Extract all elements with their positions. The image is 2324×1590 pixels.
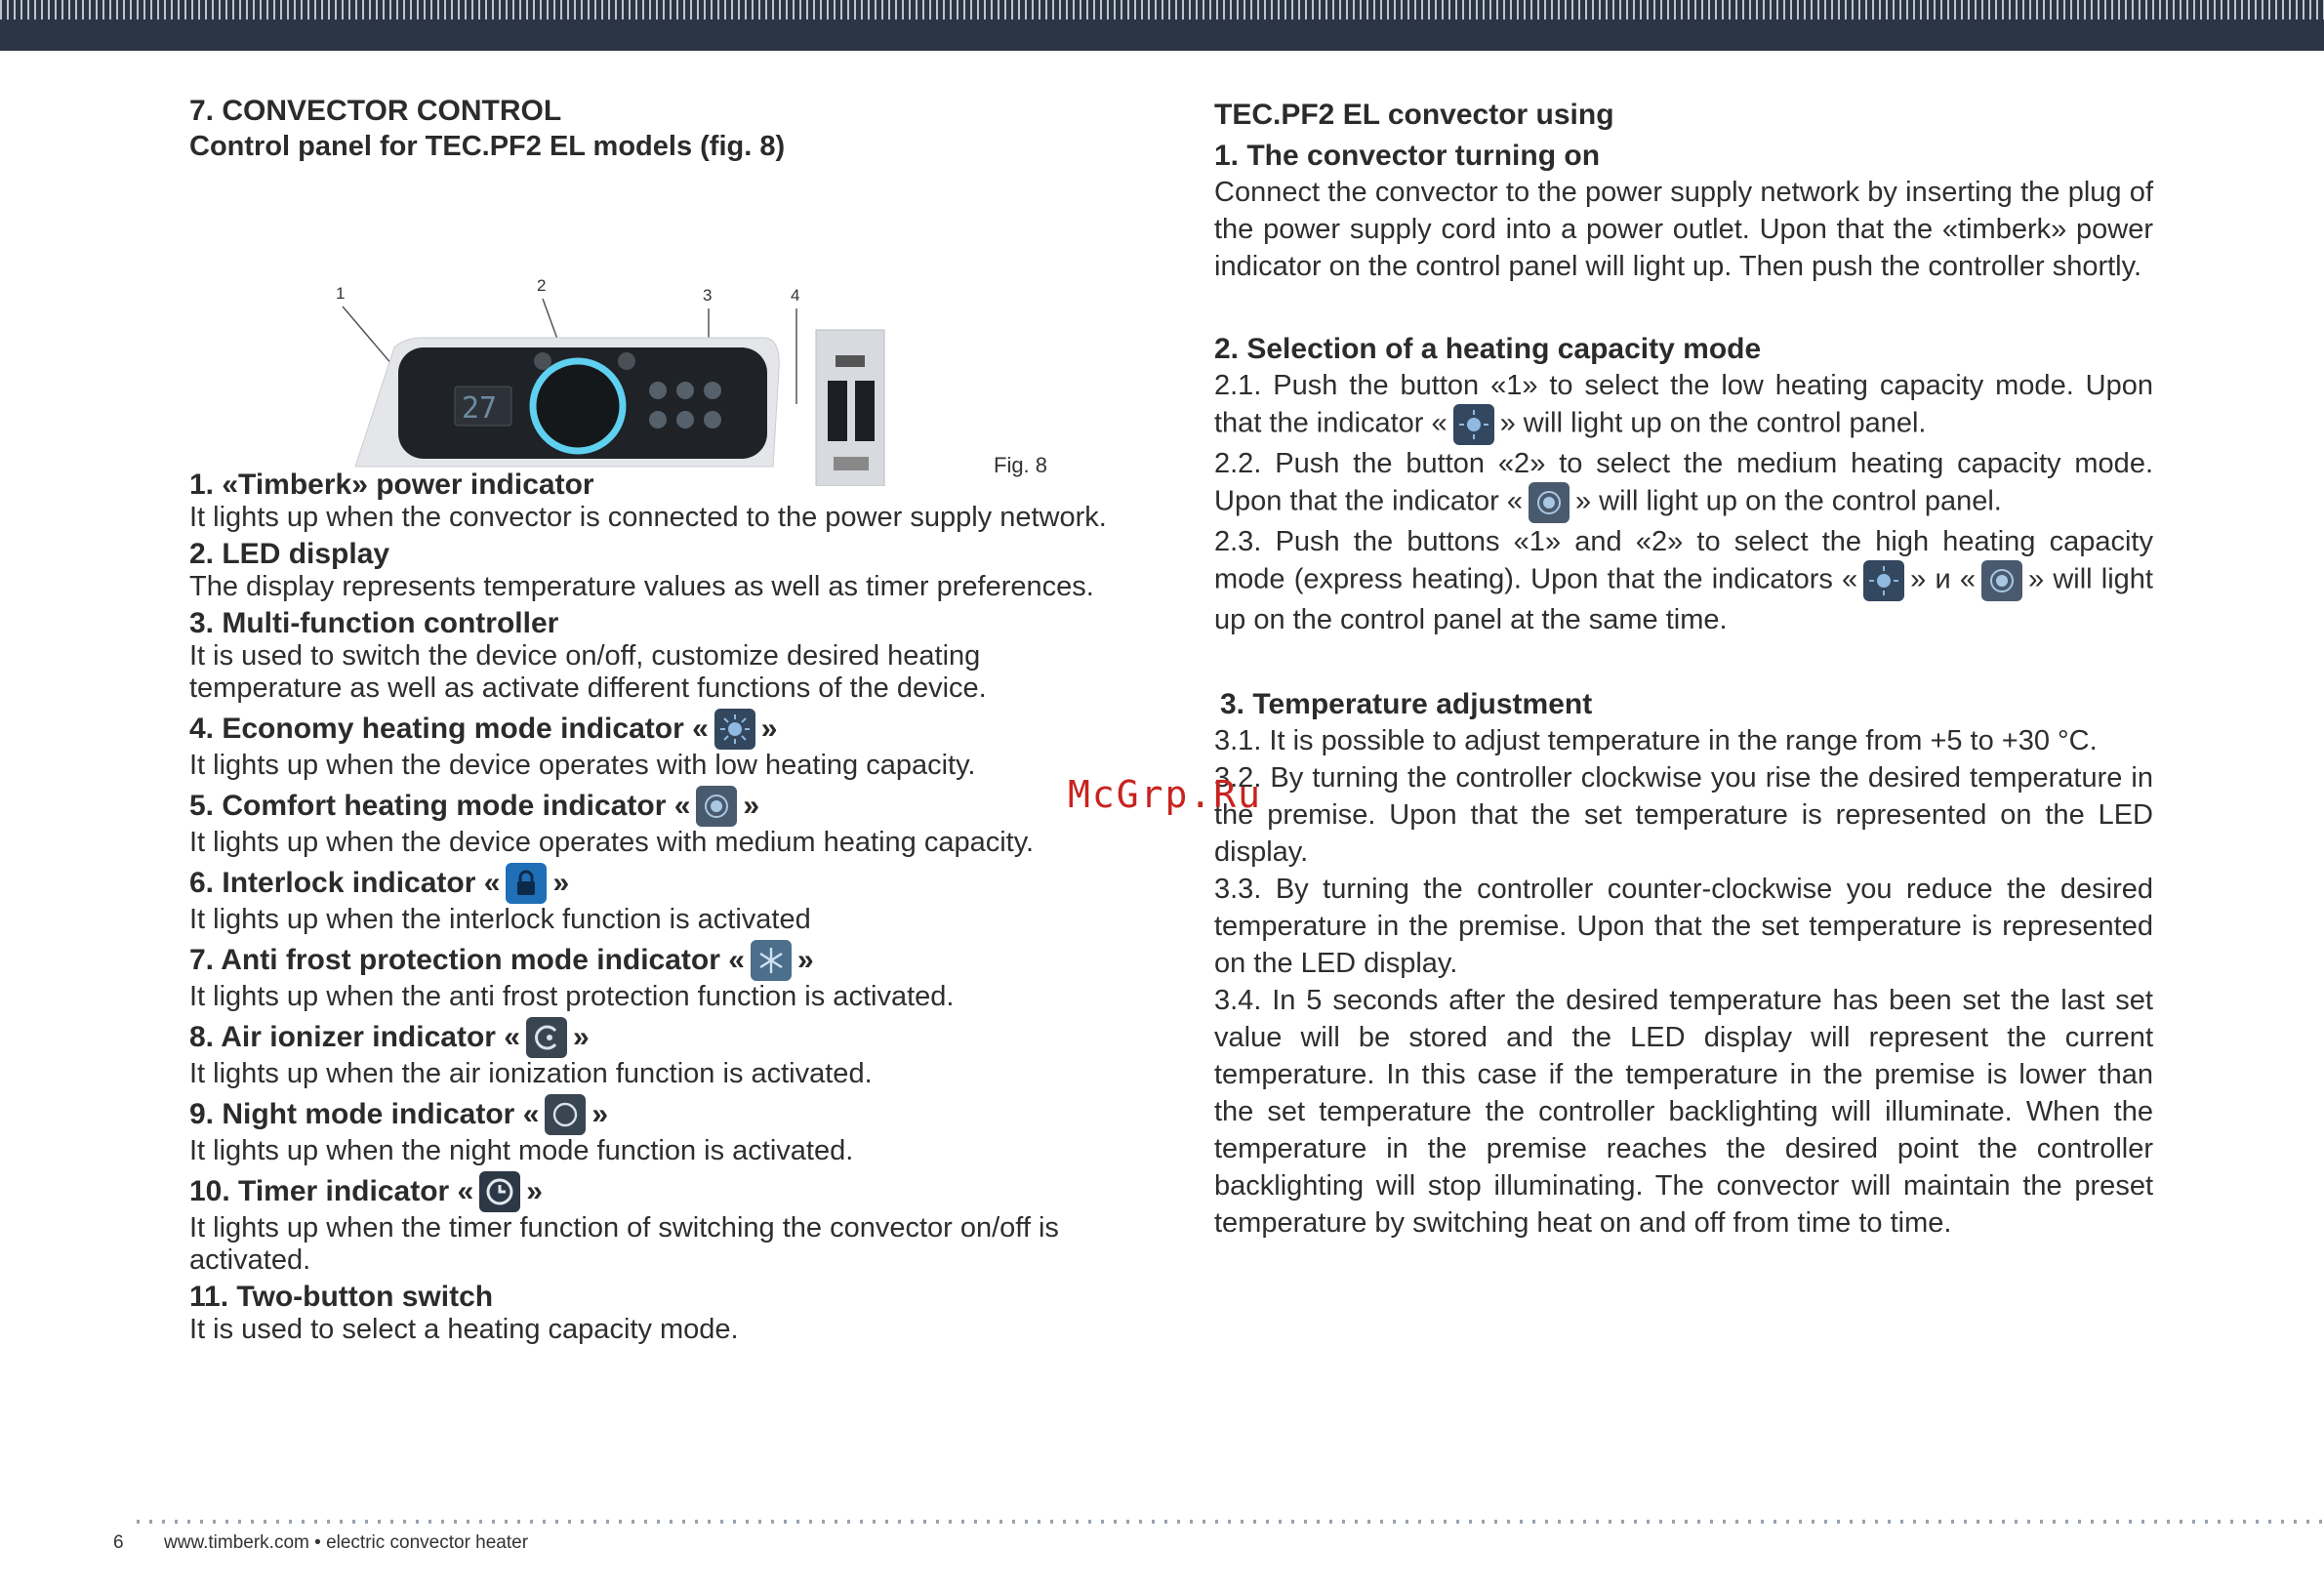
- item-heading-row-8: 8. Air ionizer indicator « »: [189, 1017, 1126, 1058]
- s2-p1-a: 2.1. Push the button «1» to select the low heating capacity mode. Upon that the indicator «: [1214, 370, 2153, 439]
- ionizer-icon: [526, 1017, 567, 1058]
- economy-sun-icon: [714, 709, 755, 750]
- economy-sun-icon: [1863, 560, 1904, 601]
- watermark: McGrp.Ru: [1068, 773, 1263, 816]
- item-text-3: It is used to switch the device on/off, customize desired heating temperature as well as activate different functions of the device.: [189, 640, 987, 704]
- item-text-9: It lights up when the night mode function is activated.: [189, 1135, 854, 1166]
- item-heading-3: 3. Multi-function controller: [189, 607, 559, 639]
- comfort-sun-icon: [1529, 482, 1570, 523]
- control-panel-figure: [189, 174, 1126, 486]
- item-text-7: It lights up when the anti frost protection function is activated.: [189, 981, 955, 1012]
- item-heading-10: 10. Timer indicator: [189, 1175, 450, 1207]
- item-heading-5: 5. Comfort heating mode indicator: [189, 790, 667, 822]
- item-text-5: It lights up when the device operates with medium heating capacity.: [189, 827, 1035, 858]
- item-heading-7: 7. Anti frost protection mode indicator: [189, 944, 720, 976]
- item-text-8: It lights up when the air ionization function is activated.: [189, 1058, 873, 1089]
- left-column: [189, 94, 1126, 1350]
- item-text-10: It lights up when the timer function of switching the convector on/off is activated.: [189, 1212, 1059, 1276]
- section-title: 7. CONVECTOR CONTROL: [189, 95, 562, 127]
- footer-divider: [137, 1520, 2324, 1524]
- item-text-6: It lights up when the interlock function is activated: [189, 904, 811, 935]
- item-heading-9: 9. Night mode indicator: [189, 1098, 515, 1130]
- control-panel-illustration: [189, 174, 1126, 486]
- economy-sun-icon: [1453, 404, 1494, 445]
- indicator-list: [189, 469, 1126, 1346]
- item-text-11: It is used to select a heating capacity mode.: [189, 1314, 739, 1345]
- s3-heading: 3. Temperature adjustment: [1220, 688, 1593, 720]
- page-number: 6: [113, 1532, 124, 1553]
- comfort-sun-icon: [696, 786, 737, 827]
- s3-p3: 3.3. By turning the controller counter-clockwise you reduce the desired temperature in the premise. Upon that the set temperature is represented on the LED display.: [1214, 874, 2153, 979]
- item-heading-2: 2. LED display: [189, 538, 390, 570]
- item-heading-row-5: 5. Comfort heating mode indicator « »: [189, 786, 1126, 827]
- item-heading-row-7: 7. Anti frost protection mode indicator « »: [189, 940, 1126, 981]
- callout-2: 2: [537, 276, 547, 295]
- callout-1: 1: [336, 284, 346, 303]
- figure-caption: Fig. 8: [994, 453, 1048, 477]
- s2-p3: [1214, 523, 2153, 638]
- item-heading-1: 1. «Timberk» power indicator: [189, 469, 594, 501]
- s2-p2: [1214, 445, 2153, 523]
- item-heading-row-10: 10. Timer indicator « »: [189, 1171, 1126, 1212]
- header-bar: [0, 0, 2324, 51]
- item-heading-row-4: 4. Economy heating mode indicator « »: [189, 709, 1126, 750]
- s2-p2-b: » will light up on the control panel.: [1574, 485, 2002, 517]
- item-heading-11: 11. Two-button switch: [189, 1281, 494, 1313]
- timer-icon: [479, 1171, 520, 1212]
- item-text-1: It lights up when the convector is connected to the power supply network.: [189, 502, 1107, 533]
- section-subtitle: Control panel for TEC.PF2 EL models (fig. 8): [189, 131, 786, 162]
- s2-p3-mid: » и «: [1910, 563, 1977, 595]
- s2-p1-b: » will light up on the control panel.: [1499, 407, 1927, 439]
- s2-p2-a: 2.2. Push the button «2» to select the medium heating capacity mode. Upon that the indicator «: [1214, 448, 2153, 517]
- s2-heading: 2. Selection of a heating capacity mode: [1214, 333, 1762, 365]
- item-text-2: The display represents temperature values as well as timer preferences.: [189, 571, 1094, 602]
- s3-p2: 3.2. By turning the controller clockwise you rise the desired temperature in the premise. Upon that the set temperature is represented on the LED display.: [1214, 762, 2153, 868]
- s2-p3-a: 2.3. Push the buttons «1» and «2» to select the high heating capacity mode (express heating). Upon that the indicators «: [1214, 526, 2153, 595]
- led-display-value: 27: [462, 391, 498, 426]
- footer-site: www.timberk.com • electric convector heater: [164, 1532, 529, 1553]
- item-heading-row-9: 9. Night mode indicator « »: [189, 1094, 1126, 1135]
- s1-text: Connect the convector to the power supply network by inserting the plug of the power supply cord into a power outlet. Upon that the «timberk» power indicator on the control panel will light up. Then push the controller shortly.: [1214, 177, 2153, 282]
- lock-icon: [506, 863, 547, 904]
- item-heading-8: 8. Air ionizer indicator: [189, 1021, 496, 1053]
- s2-p1: [1214, 367, 2153, 445]
- s2-p3-b: » will light up on the control panel at the same time.: [1214, 563, 2153, 635]
- right-column: [1214, 98, 2153, 1242]
- item-heading-row-6: 6. Interlock indicator « »: [189, 863, 1126, 904]
- callout-3: 3: [703, 286, 713, 305]
- s3-p1: 3.1. It is possible to adjust temperature in the range from +5 to +30 °C.: [1214, 725, 2098, 756]
- callout-4: 4: [791, 286, 800, 305]
- comfort-sun-icon: [1981, 560, 2022, 601]
- s3-p4: 3.4. In 5 seconds after the desired temperature has been set the last set value will be stored and the LED display will represent the current temperature. In this case if the temperature in the premise is lower than the set temperature the controller backlighting will illuminate. When the temperature in the premise reaches the desired point the controller backlighting will stop illuminating. The convector will maintain the preset temperature by switching heat on and off from time to time.: [1214, 985, 2153, 1239]
- item-text-4: It lights up when the device operates with low heating capacity.: [189, 750, 976, 781]
- item-heading-4: 4. Economy heating mode indicator: [189, 713, 684, 745]
- night-icon: [545, 1094, 586, 1135]
- header-tick-pattern: [0, 0, 2324, 20]
- usage-title: TEC.PF2 EL convector using: [1214, 99, 1614, 131]
- item-heading-6: 6. Interlock indicator: [189, 867, 476, 899]
- snowflake-icon: [751, 940, 792, 981]
- s1-heading: 1. The convector turning on: [1214, 140, 1601, 172]
